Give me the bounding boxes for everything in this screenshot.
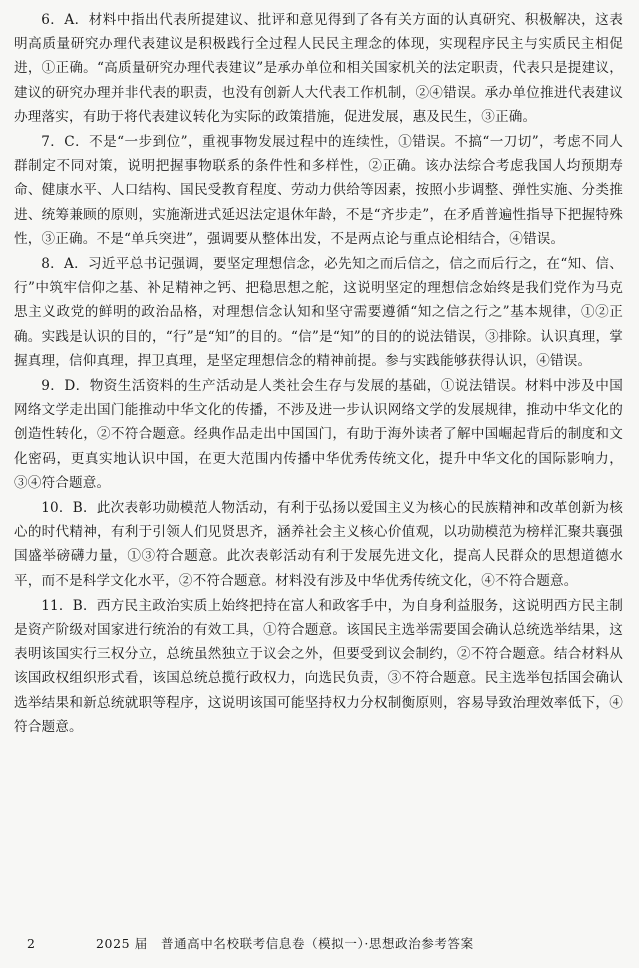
answer-list — [14, 8, 623, 739]
footer-title: 2025 届 普通高中名校联考信息卷（模拟一）·思想政治参考答案 — [96, 936, 474, 951]
answer-item-10: 10．B．此次表彰功勋模范人物活动，有利于弘扬以爱国主义为核心的民族精神和改革创新为核心的时代精神，有利于引领人们见贤思齐，涵养社会主义核心价值观，以功勋模范为榜样汇聚共襄强国盛举磅礴力量，①③符合题意。此次表彰活动有利于发展先进文化，提高人民群众的思想道德水平，而不是科学文化水平，②不符合题意。材料没有涉及中华优秀传统文化，④不符合题意。 — [14, 500, 623, 589]
answer-item-9: 9．D．物资生活资料的生产活动是人类社会生存与发展的基础，①说法错误。材料中涉及中国网络文学走出国门能推动中华文化的传播，不涉及进一步认识网络文学的发展规律，推动中华文化的创造性转化，②不符合题意。经典作品走出中国国门，有助于海外读者了解中国崛起背后的制度和文化密码，更真实地认识中国，在更大范围内传播中华优秀传统文化，提升中华文化的国际影响力，③④符合题意。 — [14, 378, 623, 491]
page-footer — [0, 934, 639, 954]
page-number: 2 — [27, 936, 35, 951]
answer-item-7: 7．C．不是“一步到位”，重视事物发展过程中的连续性，①错误。不搞“一刀切”，考虑不同人群制定不同对策，说明把握事物联系的条件性和多样性，②正确。该办法综合考虑我国人均预期寿命、健康水平、人口结构、国民受教育程度、劳动力供给等因素，按照小步调整、弹性实施、分类推进、统筹兼顾的原则，实施渐进式延迟法定退休年龄，不是“齐步走”，在矛盾普遍性指导下把握特殊性，③正确。不是“单兵突进”，强调要从整体出发，不是两点论与重点论相结合，④错误。 — [14, 134, 623, 247]
answer-item-6: 6．A．材料中指出代表所提建议、批评和意见得到了各有关方面的认真研究、积极解决，这表明高质量研究办理代表建议是积极践行全过程人民民主理念的体现，实现程序民主与实质民主相促进，①正确。“高质量研究办理代表建议”是承办单位和相关国家机关的法定职责，代表只是提建议，建议的研究办理并非代表的职责，也没有创新人大代表工作机制，②④错误。承办单位推进代表建议办理落实，有助于将代表建议转化为实际的政策措施，促进发展，惠及民生，③正确。 — [14, 12, 623, 125]
answer-item-11: 11．B．西方民主政治实质上始终把持在富人和政客手中，为自身利益服务，这说明西方民主制是资产阶级对国家进行统治的有效工具，①符合题意。该国民主选举需要国会确认总统选举结果，这表明该国实行三权分立，总统虽然独立于议会之外，但要受到议会制约，②不符合题意。结合材料从该国政权组织形式看，该国总统总揽行政权力，向选民负责，③不符合题意。民主选举包括国会确认选举结果和新总统就职等程序，这说明该国可能坚持权力分权制衡原则，容易导致治理效率低下，④符合题意。 — [14, 597, 623, 735]
answer-item-8: 8．A．习近平总书记强调，要坚定理想信念，必先知之而后信之，信之而后行之，在“知、信、行”中筑牢信仰之基、补足精神之钙、把稳思想之舵，这说明坚定的理想信念始终是我们党作为马克思主义政党的鲜明的政治品格，对理想信念认知和坚守需要遵循“知之信之行之”基本规律，①②正确。实践是认识的目的，“行”是“知”的目的。“信”是“知”的目的的说法错误，③排除。认识真理，掌握真理，信仰真理，捍卫真理，是坚定理想信念的精神前提。参与实践能够获得认识，④错误。 — [14, 256, 623, 369]
